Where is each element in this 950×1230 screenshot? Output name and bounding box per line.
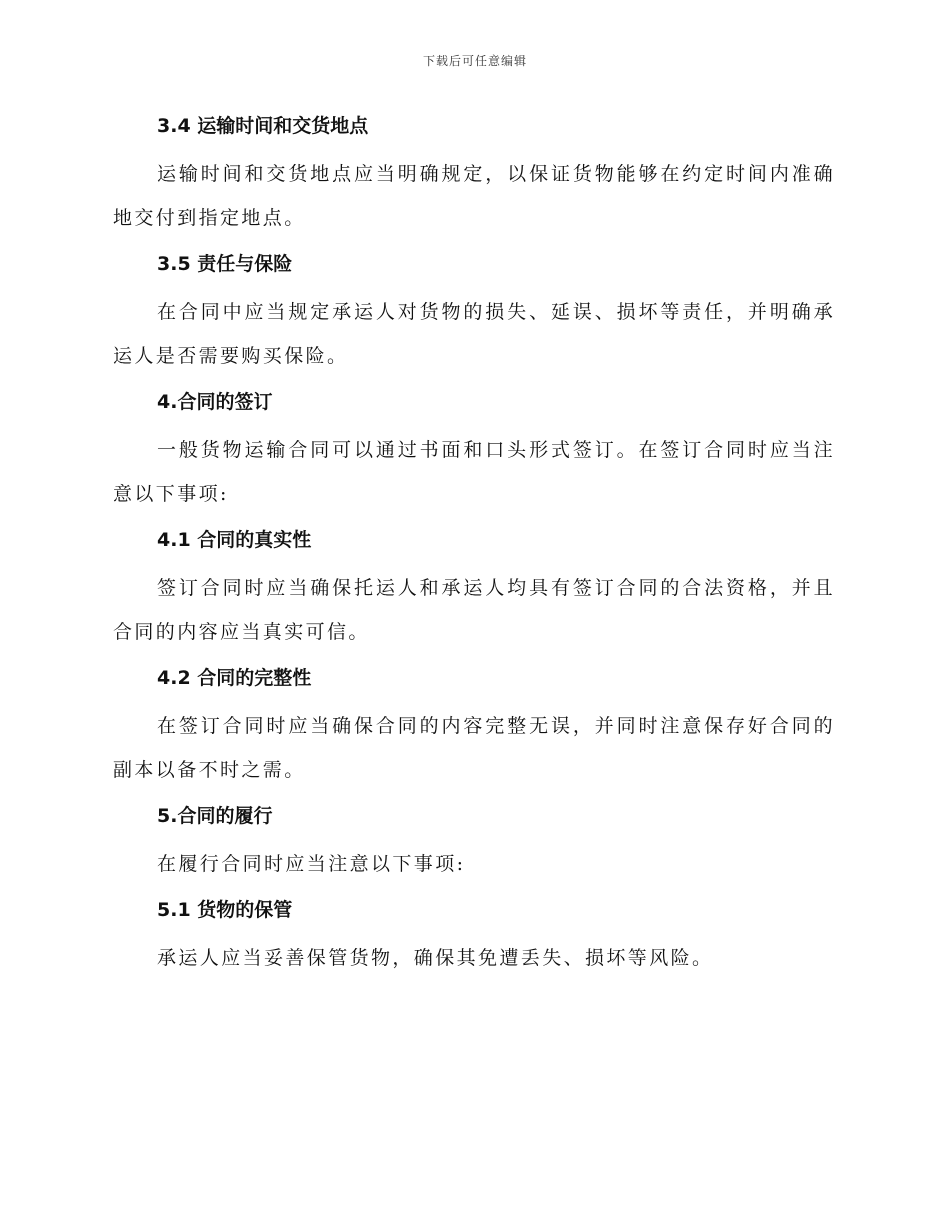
- section-paragraph: 一般货物运输合同可以通过书面和口头形式签订。在签订合同时应当注意以下事项:: [113, 439, 835, 505]
- section-heading: 4.合同的签订: [157, 391, 273, 413]
- section-paragraph: 在履行合同时应当注意以下事项:: [157, 853, 466, 875]
- section-heading: 5.合同的履行: [157, 805, 273, 827]
- section-heading: 5.1 货物的保管: [157, 899, 293, 921]
- section-paragraph: 在合同中应当规定承运人对货物的损失、延误、损坏等责任，并明确承运人是否需要购买保险。: [113, 301, 835, 367]
- page-header: 下载后可任意编辑: [422, 54, 527, 68]
- section-heading: 4.1 合同的真实性: [157, 529, 312, 551]
- section-heading: 3.4 运输时间和交货地点: [157, 115, 369, 137]
- section-paragraph: 承运人应当妥善保管货物，确保其免遭丢失、损坏等风险。: [157, 947, 714, 969]
- document-body: [113, 110, 835, 980]
- section-paragraph: 运输时间和交货地点应当明确规定，以保证货物能够在约定时间内准确地交付到指定地点。: [113, 163, 835, 229]
- section-paragraph: 在签订合同时应当确保合同的内容完整无误，并同时注意保存好合同的副本以备不时之需。: [113, 715, 835, 781]
- section-heading: 4.2 合同的完整性: [157, 667, 312, 689]
- section-paragraph: 签订合同时应当确保托运人和承运人均具有签订合同的合法资格，并且合同的内容应当真实可信。: [113, 577, 835, 643]
- section-heading: 3.5 责任与保险: [157, 253, 293, 275]
